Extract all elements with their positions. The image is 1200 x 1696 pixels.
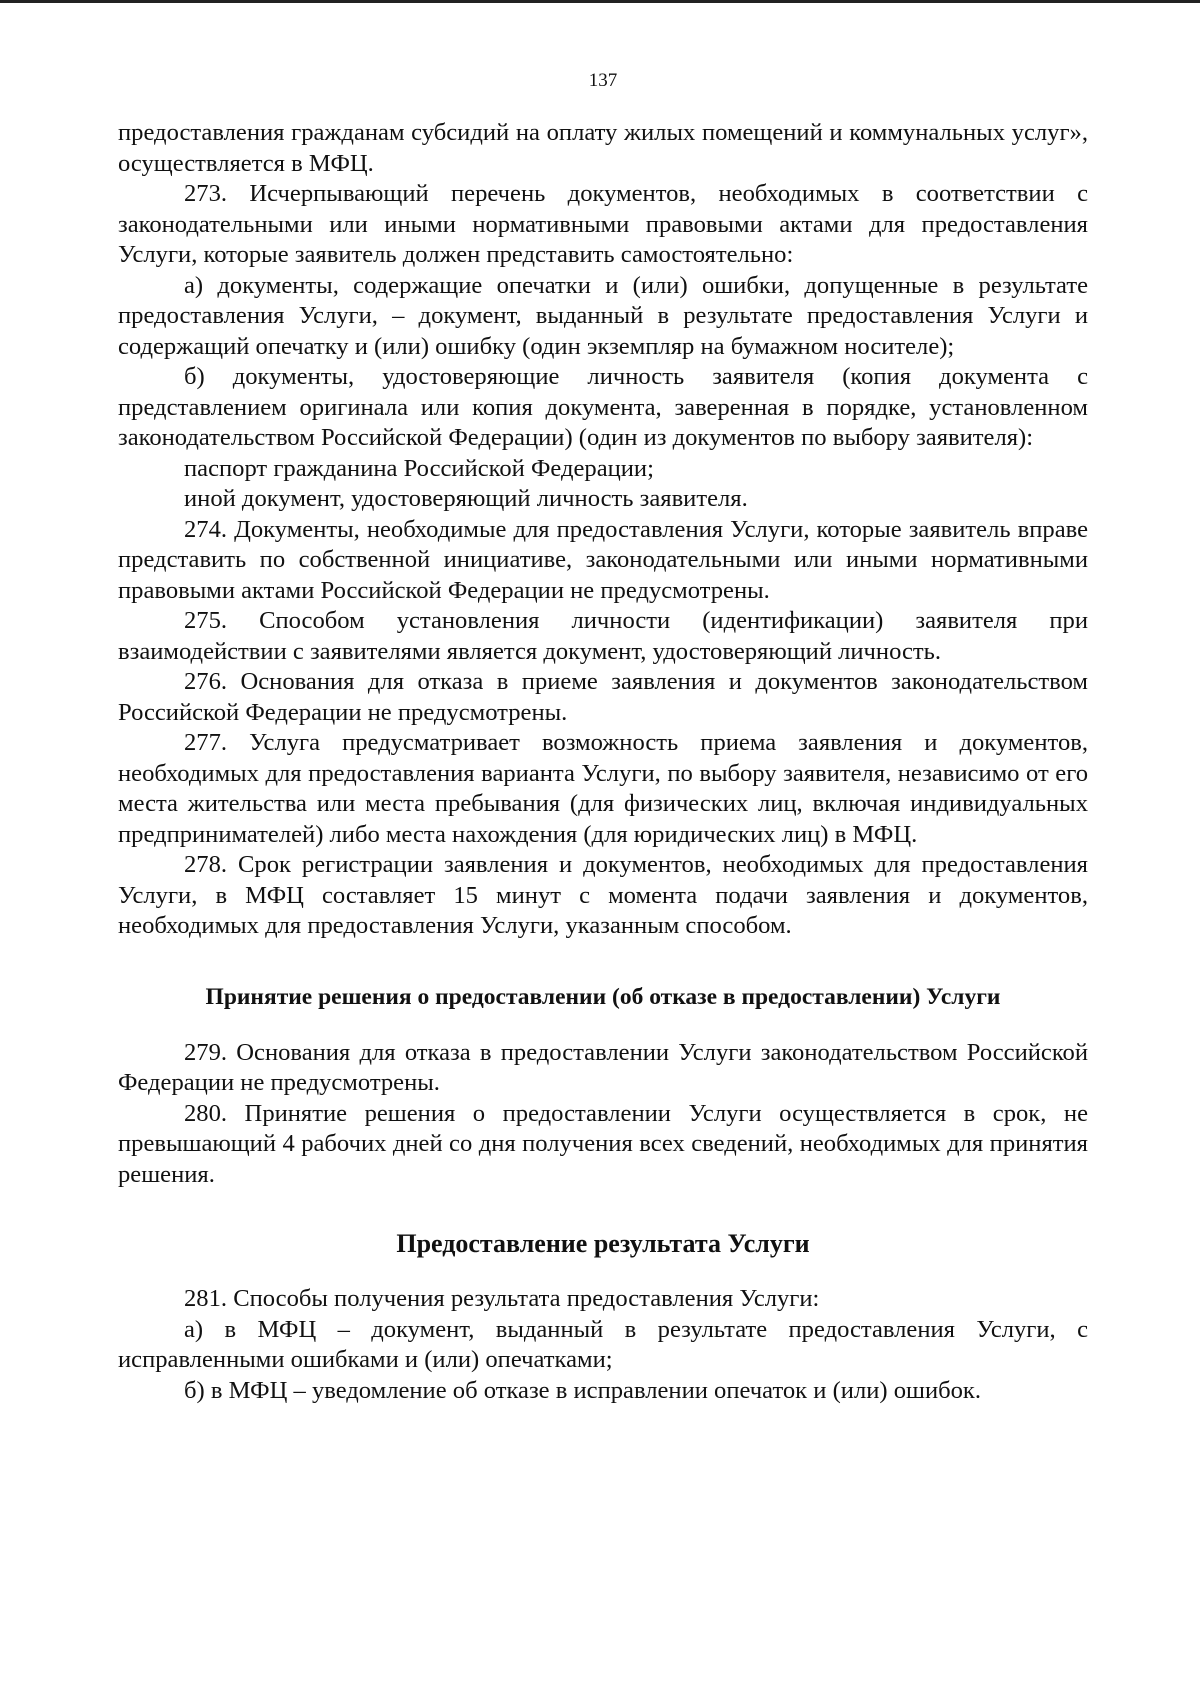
paragraph: 279. Основания для отказа в предоставлении Услуги законодательством Российской Федерации не предусмотрены. bbox=[118, 1038, 1088, 1096]
paragraph: 273. Исчерпывающий перечень документов, необходимых в соответствии с законодательными или иными нормативными правовыми актами для предоставления Услуги, которые заявитель должен представить самостоятельно: bbox=[118, 180, 1088, 268]
document-page bbox=[118, 68, 1088, 1406]
paragraph: иной документ, удостоверяющий личность заявителя. bbox=[184, 485, 748, 512]
paragraph: б) документы, удостоверяющие личность заявителя (копия документа с представлением оригинала или копия документа, заверенная в порядке, установленном законодательством Российской Федерации) (один из документов по выбору заявителя): bbox=[118, 363, 1088, 451]
paragraph: предоставления гражданам субсидий на оплату жилых помещений и коммунальных услуг», осуществляется в МФЦ. bbox=[118, 119, 1088, 177]
paragraph: паспорт гражданина Российской Федерации; bbox=[184, 454, 654, 482]
paragraph: 281. Способы получения результата предоставления Услуги: bbox=[184, 1285, 820, 1312]
page-number: 137 bbox=[588, 70, 618, 91]
section-heading-decision: Принятие решения о предоставлении (об отказе в предоставлении) Услуги bbox=[205, 983, 1001, 1010]
paragraph: 277. Услуга предусматривает возможность приема заявления и документов, необходимых для предоставления варианта Услуги, по выбору заявителя, независимо от его места жительства или места пребывания (для физических лиц, включая индивидуальных предпринимателей) либо места нахождения (для юридических лиц) в МФЦ. bbox=[118, 729, 1088, 848]
paragraph: а) документы, содержащие опечатки и (или) ошибки, допущенные в результате предоставления Услуги, – документ, выданный в результате предоставления Услуги и содержащий опечатку и (или) ошибку (один экземпляр на бумажном носителе); bbox=[118, 271, 1088, 360]
paragraph: 274. Документы, необходимые для предоставления Услуги, которые заявитель вправе представить по собственной инициативе, законодательными или иными нормативными правовыми актами Российской Федерации не предусмотрены. bbox=[118, 515, 1088, 604]
paragraph: 280. Принятие решения о предоставлении Услуги осуществляется в срок, не превышающий 4 рабочих дней со дня получения всех сведений, необходимых для принятия решения. bbox=[118, 1099, 1088, 1188]
paragraph: а) в МФЦ – документ, выданный в результате предоставления Услуги, с исправленными ошибками и (или) опечатками; bbox=[118, 1315, 1088, 1373]
paragraph: 276. Основания для отказа в приеме заявления и документов законодательством Российской Федерации не предусмотрены. bbox=[118, 668, 1088, 726]
section-heading-result: Предоставление результата Услуги bbox=[396, 1229, 810, 1258]
paragraph: 275. Способом установления личности (идентификации) заявителя при взаимодействии с заявителями является документ, удостоверяющий личность. bbox=[118, 607, 1088, 665]
paragraph: 278. Срок регистрации заявления и документов, необходимых для предоставления Услуги, в МФЦ составляет 15 минут с момента подачи заявления и документов, необходимых для предоставления Услуги, указанным способом. bbox=[118, 851, 1088, 939]
section-body-1 bbox=[118, 118, 1088, 942]
paragraph: б) в МФЦ – уведомление об отказе в исправлении опечаток и (или) ошибок. bbox=[184, 1376, 982, 1404]
section-body-3 bbox=[118, 1284, 1088, 1406]
section-body-2 bbox=[118, 1038, 1088, 1191]
top-scan-edge-line bbox=[0, 0, 1200, 3]
